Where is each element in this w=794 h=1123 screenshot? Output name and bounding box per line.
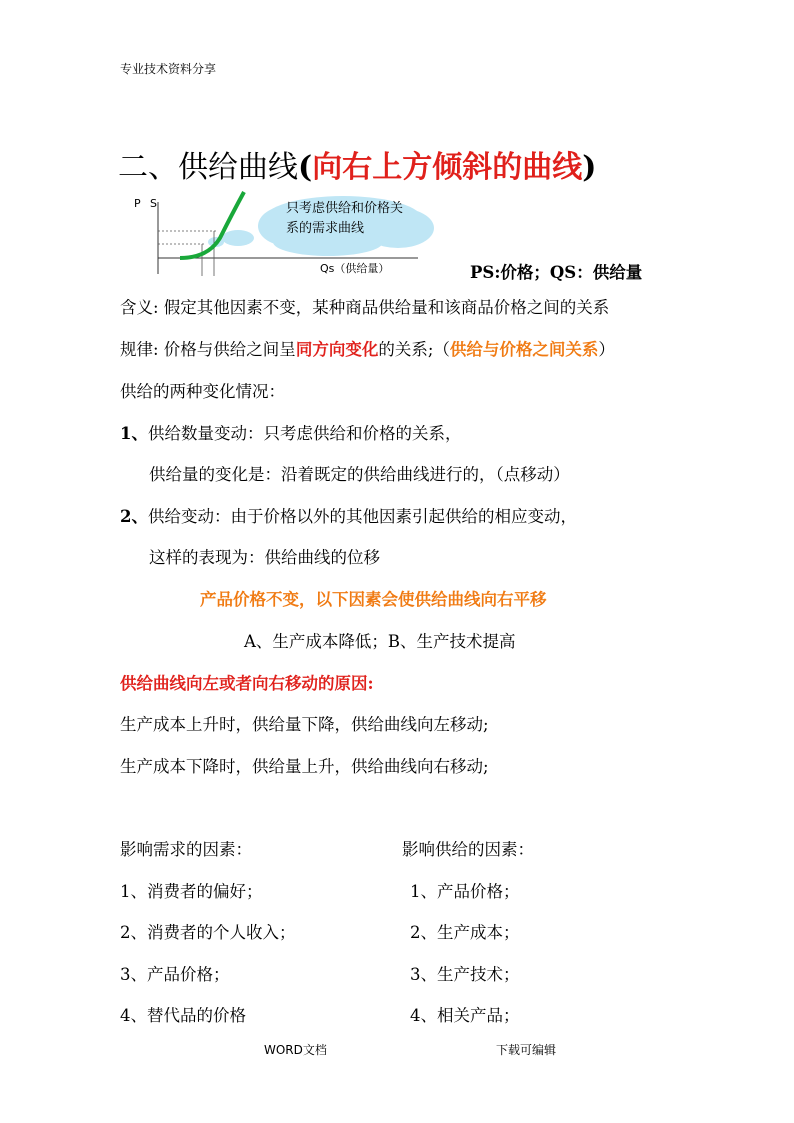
supply-curve [180, 192, 244, 258]
rule-highlight-red: 同方向变化 [295, 340, 379, 359]
item-1-detail: 供给量的变化是：沿着既定的供给曲线进行的，（点移动） [149, 465, 570, 484]
demand-factor-item: 3、产品价格； [120, 965, 230, 984]
cloud-text-line2: 系的需求曲线 [286, 221, 365, 236]
supply-curve-figure [128, 186, 458, 281]
axis-label-p: P [134, 197, 141, 210]
supply-factor-item: 3、生产技术； [410, 965, 520, 984]
demand-factor-item: 2、消费者的个人收入； [120, 923, 296, 942]
title-prefix: 二、供给曲线 [118, 150, 298, 185]
rule-suffix: ） [598, 340, 615, 359]
reason-heading: 供给曲线向左或者向右移动的原因: [120, 674, 374, 693]
demand-factor-item: 4、替代品的价格 [120, 1006, 246, 1025]
rule-middle: 的关系;（ [378, 340, 450, 359]
reason-line-1: 生产成本上升时，供给量下降，供给曲线向左移动; [120, 715, 489, 734]
definition-line: 含义: 假定其他因素不变，某种商品供给量和该商品价格之间的关系 [120, 298, 610, 317]
demand-factor-item: 1、消费者的偏好； [120, 882, 263, 901]
shift-note: 产品价格不变，以下因素会使供给曲线向右平移 [200, 590, 547, 609]
demand-factors-heading: 影响需求的因素： [120, 840, 252, 859]
axis-label-qs: Qs（供给量） [320, 262, 390, 275]
axis-label-s: S [150, 197, 157, 210]
shift-factors: A、生产成本降低；B、生产技术提高 [244, 632, 516, 651]
supply-factor-item: 4、相关产品； [410, 1006, 520, 1025]
item-1 [120, 420, 461, 444]
ps-qs-note: PS:价格；QS：供给量 [470, 263, 643, 282]
page-header: 专业技术资料分享 [120, 62, 217, 76]
item-1-number: 1、 [120, 424, 148, 443]
reason-line-2: 生产成本下降时，供给量上升，供给曲线向右移动; [120, 757, 489, 776]
rule-highlight-orange: 供给与价格之间关系 [449, 340, 599, 359]
section-title [118, 142, 596, 186]
title-close-paren: ) [582, 150, 597, 185]
supply-factor-item: 1、产品价格； [410, 882, 520, 901]
item-2-number: 2、 [120, 507, 148, 526]
item-1-text: 供给数量变动：只考虑供给和价格的关系， [147, 424, 462, 443]
cloud-text-line1: 只考虑供给和价格关 [286, 201, 404, 216]
item-2-text: 供给变动：由于价格以外的其他因素引起供给的相应变动， [147, 507, 577, 526]
rule-line [120, 336, 615, 360]
item-2-detail: 这样的表现为：供给曲线的位移 [149, 548, 380, 567]
item-2 [120, 503, 577, 527]
rule-prefix: 规律: 价格与供给之间呈 [120, 340, 296, 359]
two-changes-heading: 供给的两种变化情况： [120, 382, 285, 401]
footer-right: 下载可编辑 [496, 1043, 557, 1057]
footer-left: WORD文档 [264, 1043, 327, 1057]
supply-factors-heading: 影响供给的因素： [402, 840, 534, 859]
supply-factor-item: 2、生产成本； [410, 923, 520, 942]
title-open-paren: ( [298, 150, 313, 185]
title-highlight: 向右上方倾斜的曲线 [312, 150, 583, 185]
